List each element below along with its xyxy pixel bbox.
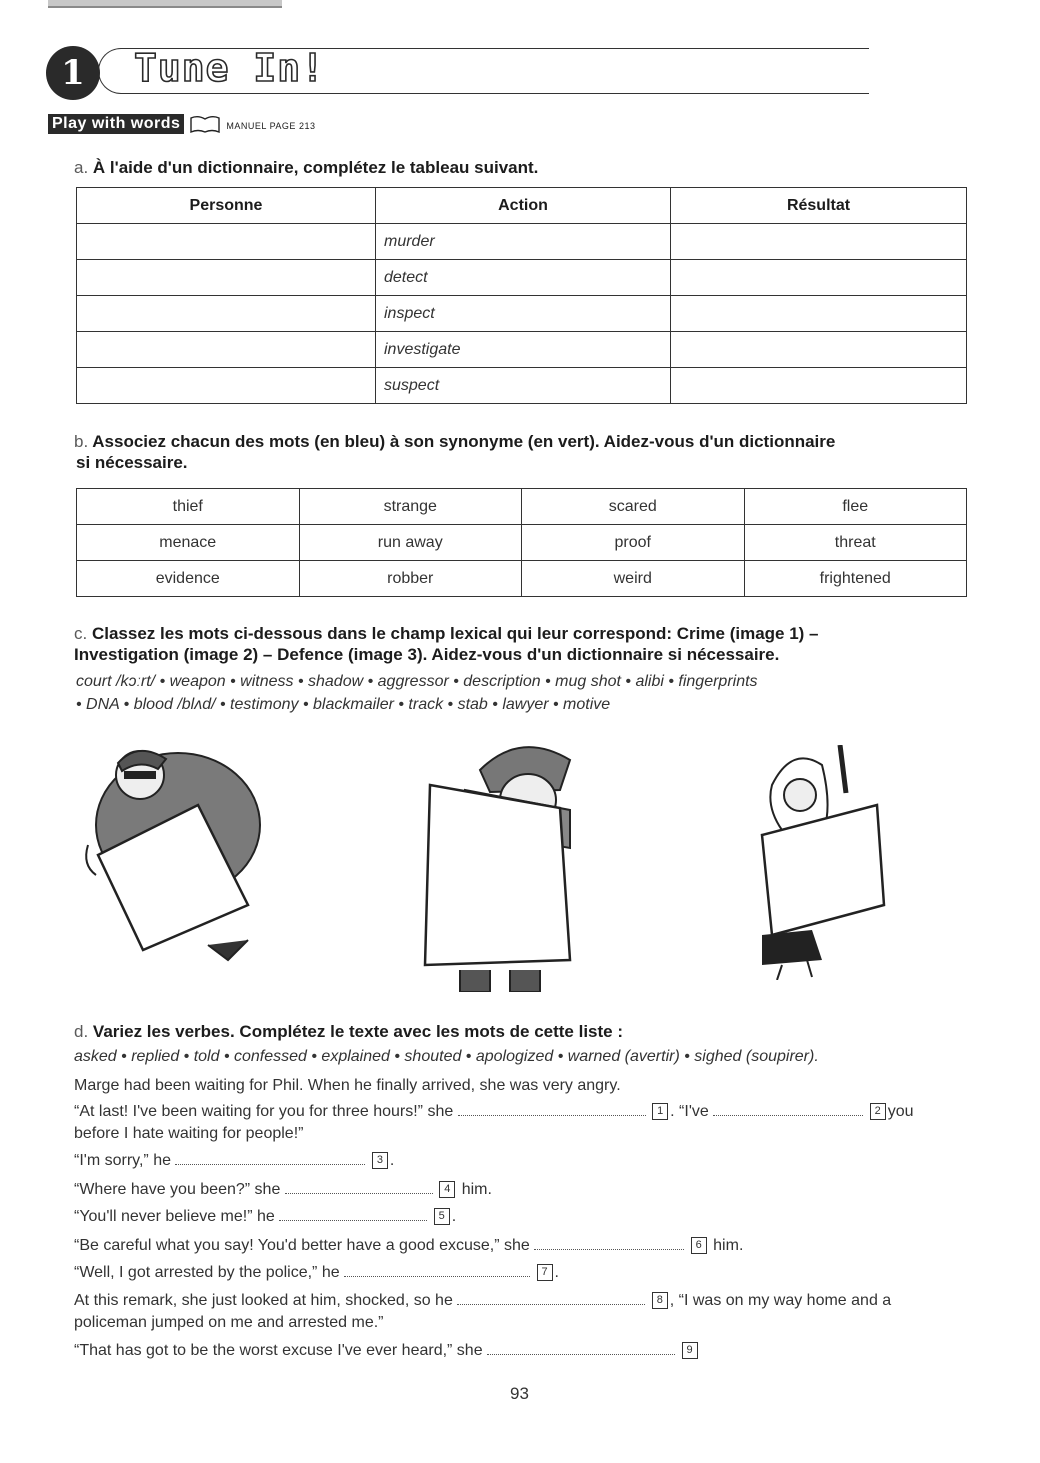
blank-number: 9: [682, 1342, 698, 1359]
personne-cell[interactable]: [77, 296, 376, 332]
table-b: [76, 488, 967, 597]
resultat-cell[interactable]: [671, 332, 967, 368]
answer-blank[interactable]: [487, 1342, 675, 1355]
word-cell: threat: [744, 525, 967, 561]
vocab-line-1: court /kɔːrt/ • weapon • witness • shadow • aggressor • description • mug shot • alibi • fingerprints: [76, 673, 758, 690]
blank-number: 1: [652, 1103, 668, 1120]
table-a: [76, 187, 967, 404]
word-cell: scared: [522, 489, 745, 525]
answer-blank[interactable]: [279, 1208, 427, 1221]
section-c-instruction: c. Classez les mots ci-dessous dans le champ lexical qui leur correspond: Crime (image 1) – Investigation (image 2) – Defence (image 3). Aidez-vous d'un dictionnaire si nécessaire.: [74, 624, 819, 664]
story-line: policeman jumped on me and arrested me.”: [74, 1314, 384, 1331]
book-icon: [190, 115, 220, 133]
resultat-cell[interactable]: [671, 224, 967, 260]
page-number: 93: [510, 1384, 529, 1403]
resultat-cell[interactable]: [671, 296, 967, 332]
story-line: “Well, I got arrested by the police,” he 7 .: [74, 1264, 559, 1281]
blank-number: 6: [691, 1237, 707, 1254]
word-cell: evidence: [77, 561, 300, 597]
action-cell: suspect: [376, 368, 671, 404]
story-intro: Marge had been waiting for Phil. When he finally arrived, she was very angry.: [74, 1077, 621, 1094]
word-cell: menace: [77, 525, 300, 561]
word-cell: run away: [299, 525, 522, 561]
section-b-instruction: b. Associez chacun des mots (en bleu) à son synonyme (en vert). Aidez-vous d'un dictionnaire si nécessaire.: [74, 432, 836, 472]
action-cell: murder: [376, 224, 671, 260]
vocab-line-2: • DNA • blood /blʌd/ • testimony • blackmailer • track • stab • lawyer • motive: [76, 696, 611, 713]
word-cell: thief: [77, 489, 300, 525]
col-resultat: Résultat: [671, 188, 967, 224]
section-d-instruction: d. Variez les verbes. Complétez le texte avec les mots de cette liste :: [74, 1022, 624, 1041]
story-line: “Be careful what you say! You'd better have a good excuse,” she 6 him.: [74, 1237, 744, 1254]
word-list: asked • replied • told • confessed • explained • shouted • apologized • warned (avertir) • sighed (soupirer).: [74, 1048, 819, 1065]
page-reference: MANUEL PAGE 213: [226, 121, 316, 131]
story-line: At this remark, she just looked at him, shocked, so he 8 , “I was on my way home and a: [74, 1292, 892, 1309]
word-cell: strange: [299, 489, 522, 525]
answer-blank[interactable]: [534, 1237, 684, 1250]
personne-cell[interactable]: [77, 224, 376, 260]
answer-blank[interactable]: [458, 1103, 646, 1116]
investigation-illustration: [420, 730, 620, 992]
defence-illustration: [752, 745, 892, 980]
word-cell: proof: [522, 525, 745, 561]
word-cell: frightened: [744, 561, 967, 597]
answer-blank[interactable]: [457, 1292, 645, 1305]
section-banner: [48, 114, 315, 134]
top-strip: [48, 0, 282, 8]
story-line: “At last! I've been waiting for you for three hours!” she 1 . “I've 2 you: [74, 1103, 914, 1120]
answer-blank[interactable]: [285, 1181, 433, 1194]
col-personne: Personne: [77, 188, 376, 224]
story-line: “I'm sorry,” he 3 .: [74, 1152, 395, 1169]
story-line: “That has got to be the worst excuse I've ever heard,” she 9: [74, 1342, 700, 1360]
story-line: “You'll never believe me!” he 5 .: [74, 1208, 457, 1225]
resultat-cell[interactable]: [671, 368, 967, 404]
answer-blank[interactable]: [344, 1264, 530, 1277]
crime-illustration: [78, 735, 278, 965]
personne-cell[interactable]: [77, 332, 376, 368]
blank-number: 4: [439, 1181, 455, 1198]
word-cell: weird: [522, 561, 745, 597]
section-label: Play with words: [48, 114, 184, 134]
resultat-cell[interactable]: [671, 260, 967, 296]
action-cell: investigate: [376, 332, 671, 368]
word-cell: flee: [744, 489, 967, 525]
story-line: “Where have you been?” she 4 him.: [74, 1181, 492, 1198]
blank-number: 3: [372, 1152, 388, 1169]
action-cell: inspect: [376, 296, 671, 332]
blank-number: 7: [537, 1264, 553, 1281]
answer-blank[interactable]: [713, 1103, 863, 1116]
personne-cell[interactable]: [77, 368, 376, 404]
unit-title: Tune In!: [134, 46, 326, 90]
answer-blank[interactable]: [175, 1152, 365, 1165]
word-cell: robber: [299, 561, 522, 597]
story-line: before I hate waiting for people!”: [74, 1125, 304, 1142]
col-action: Action: [376, 188, 671, 224]
action-cell: detect: [376, 260, 671, 296]
blank-number: 2: [870, 1103, 886, 1120]
personne-cell[interactable]: [77, 260, 376, 296]
blank-number: 8: [652, 1292, 668, 1309]
unit-number-badge: 1: [46, 46, 100, 100]
blank-number: 5: [434, 1208, 450, 1225]
section-a-instruction: a. À l'aide d'un dictionnaire, complétez le tableau suivant.: [74, 158, 539, 177]
